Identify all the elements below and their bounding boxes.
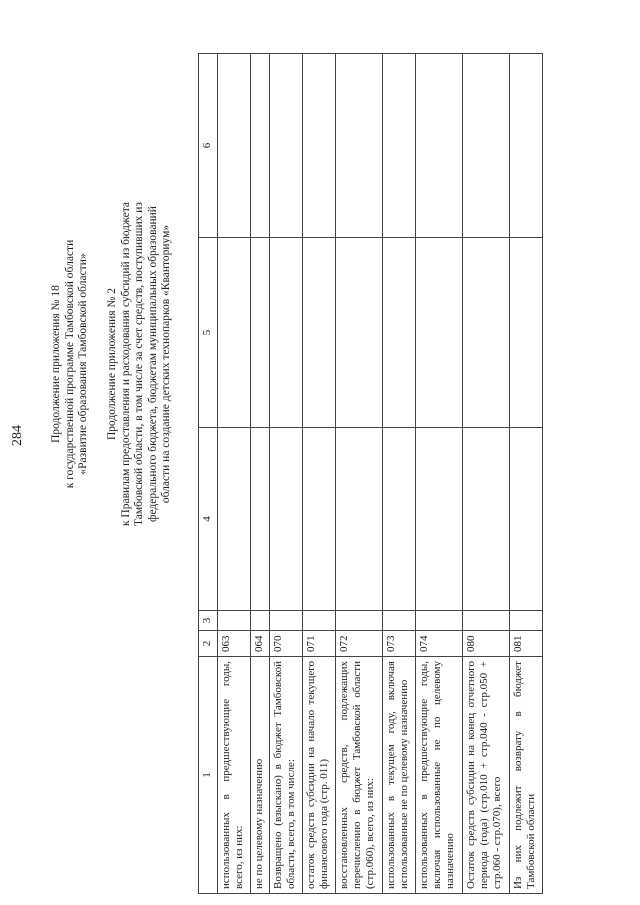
table-row (463, 54, 510, 894)
table-row (218, 54, 251, 894)
row-code: 070 (270, 631, 303, 657)
table-cell (383, 54, 416, 238)
table-cell (416, 54, 463, 238)
row-name: использованных в текущем году, включая использованные не по целевому назначению (383, 657, 416, 894)
column-header: 2 (199, 631, 218, 657)
heading-line: области на создание детских технопарков «Кванториум» (160, 224, 173, 504)
table-cell (251, 54, 270, 238)
table-cell (218, 238, 251, 428)
row-name: остаток средств субсидии на начало текущего финансового года (стр. 011) (303, 657, 336, 894)
table-cell (270, 611, 303, 631)
table-cell (416, 428, 463, 611)
table-cell (303, 54, 336, 238)
table-cell (463, 428, 510, 611)
row-code: 071 (303, 631, 336, 657)
table-row (383, 54, 416, 894)
appendix-2-continuation (106, 54, 174, 674)
table-cell (251, 238, 270, 428)
heading-line: к Правилам предоставления и расходования субсидий из бюджета (119, 201, 132, 527)
table-cell (383, 428, 416, 611)
table-cell (383, 238, 416, 428)
row-code: 063 (218, 631, 251, 657)
row-code: 064 (251, 631, 270, 657)
row-code: 081 (510, 631, 543, 657)
heading-line: федерального бюджета, бюджетам муниципальных образований (146, 206, 159, 522)
column-header: 6 (199, 54, 218, 238)
table-cell (218, 611, 251, 631)
table-row (510, 54, 543, 894)
table-cell (510, 611, 543, 631)
column-header: 3 (199, 611, 218, 631)
table-cell (383, 611, 416, 631)
heading-line: Тамбовской области, в том числе за счет средств, поступивших из (133, 202, 146, 526)
row-code: 080 (463, 631, 510, 657)
table-cell (218, 428, 251, 611)
subsidy-report-table (198, 53, 543, 894)
column-header: 5 (199, 238, 218, 428)
table-row (270, 54, 303, 894)
table-cell (416, 238, 463, 428)
table-row (336, 54, 383, 894)
row-name: Возвращено (взыскано) в бюджет Тамбовской области, всего, в том числе: (270, 657, 303, 894)
table-cell (510, 54, 543, 238)
table-cell (336, 428, 383, 611)
table-cell (270, 238, 303, 428)
table-cell (251, 428, 270, 611)
table-cell (303, 238, 336, 428)
table-cell (336, 611, 383, 631)
row-name: восстановленных средств, подлежащих перечислению в бюджет Тамбовской области (стр.060), всего, из них: (336, 657, 383, 894)
table-cell (218, 54, 251, 238)
table-cell (303, 611, 336, 631)
heading-line: к государственной программе Тамбовской области (63, 239, 76, 489)
row-name: Из них подлежит возврату в бюджет Тамбовской области (510, 657, 543, 894)
row-code: 073 (383, 631, 416, 657)
row-name: использованных в предшествующие годы, включая использованные не по целевому назначению (416, 657, 463, 894)
column-header: 4 (199, 428, 218, 611)
table-cell (416, 611, 463, 631)
heading-line: «Развитие образования Тамбовской области» (77, 253, 90, 475)
row-name: использованных в предшествующие годы, всего, из них: (218, 657, 251, 894)
table-cell (336, 54, 383, 238)
table-header-row (199, 54, 218, 894)
table-cell (270, 428, 303, 611)
table-cell (463, 238, 510, 428)
row-code: 072 (336, 631, 383, 657)
table-cell (510, 428, 543, 611)
appendix-18-continuation (50, 54, 91, 674)
table-row (251, 54, 270, 894)
page-number: 284 (10, 425, 25, 446)
heading-line: Продолжение приложения № 18 (50, 285, 62, 443)
table-row (416, 54, 463, 894)
row-code: 074 (416, 631, 463, 657)
table-cell (510, 238, 543, 428)
row-name: Остаток средств субсидии на конец отчетного периода (года) (стр.010 + стр.040 - стр.050 + стр.060 - стр.070), всего (463, 657, 510, 894)
row-name: не по целевому назначению (251, 657, 270, 894)
table-cell (270, 54, 303, 238)
column-header: 1 (199, 657, 218, 894)
document-heading (10, 54, 195, 894)
table-row (303, 54, 336, 894)
heading-line: Продолжение приложения № 2 (106, 287, 118, 441)
table-cell (303, 428, 336, 611)
table-cell (251, 611, 270, 631)
table-cell (463, 611, 510, 631)
table-cell (336, 238, 383, 428)
table-cell (463, 54, 510, 238)
rotated-page (10, 54, 630, 894)
